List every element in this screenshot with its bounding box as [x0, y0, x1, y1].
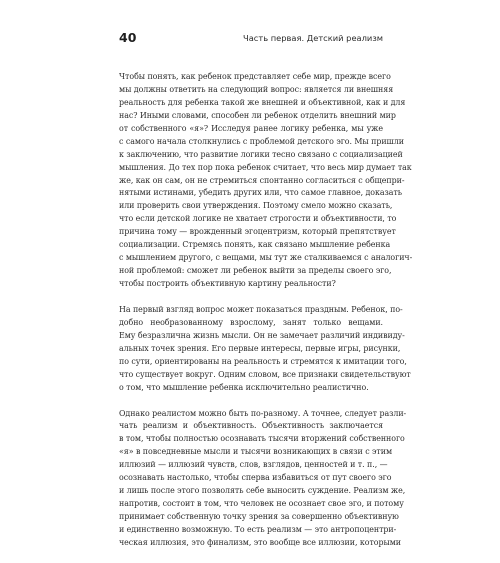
text-line: осознавать настолько, чтобы сперва избавиться от пут своего эго: [119, 473, 392, 483]
text-line: чать реализм и объективность. Объективность заключается: [119, 421, 383, 431]
text-line: что существует вокруг. Одним словом, все признаки свидетельствуют: [119, 369, 411, 379]
text-line: в том, чтобы полностью осознавать тысячи вторжений собственного: [119, 434, 405, 444]
text-line: принимает собственную точку зрения за совершенно объективную: [119, 512, 399, 521]
text-line: и единственно возможную. То есть реализм — это антропоцентри-: [119, 524, 397, 534]
text-line: мышления. До тех пор пока ребенок считает, что весь мир думает так: [119, 162, 412, 172]
paragraph: [119, 71, 413, 291]
text-line: с самого начала столкнулись с проблемой детского эго. Мы пришли: [119, 136, 404, 146]
text-line: по сути, ориентированы на реальность и стремятся к имитации того,: [119, 356, 407, 366]
text-line: реальность для ребенка такой же внешней и объективной, как и для: [119, 97, 406, 107]
paragraph: [119, 408, 407, 550]
text-line: же, как он сам, он не стремиться спонтанно согласиться с общепри-: [119, 175, 405, 185]
text-line: к заключению, что развитие логики тесно связано с социализацией: [119, 149, 403, 159]
paragraph: [119, 304, 411, 395]
text-line: причина тому — врожденный эгоцентризм, который препятствует: [119, 227, 396, 237]
text-line: ческая иллюзия, это финализм, это вообще все иллюзии, которыми: [119, 537, 402, 547]
text-line: Ему безразлична жизнь мысли. Он не замечает различий индивиду-: [119, 330, 405, 340]
text-line: или проверить свои утверждения. Поэтому смело можно сказать,: [119, 201, 393, 211]
text-line: от собственного «я»? Исследуя ранее логику ребенка, мы уже: [119, 123, 383, 133]
text-line: Чтобы понять, как ребенок представляет себе мир, прежде всего: [119, 72, 391, 81]
text-line: напротив, состоит в том, что человек не осознает свое эго, и потому: [119, 499, 404, 509]
text-line: о том, что мышление ребенка исключительно реалистично.: [119, 382, 369, 392]
text-line: альных точек зрения. Его первые интересы, первые игры, рисунки,: [119, 343, 401, 353]
text-line: с мышлением другого, с вещами, мы тут же сталкиваемся с аналогич-: [119, 253, 413, 263]
chapter-title: Часть первая. Детский реализм: [243, 33, 383, 43]
body-text: [119, 71, 413, 563]
text-line: иллюзий — иллюзий чувств, слов, взглядов, ценностей и т. п., —: [119, 460, 388, 470]
text-line: На первый взгляд вопрос может показаться праздным. Ребенок, по-: [119, 304, 403, 314]
text-line: ной проблемой: сможет ли ребенок выйти за пределы своего эго,: [119, 266, 392, 276]
text-line: социализации. Стремясь понять, как связано мышление ребенка: [119, 240, 391, 250]
text-line: и лишь после этого позволять себе выносить суждение. Реализм же,: [119, 486, 406, 496]
text-line: Однако реалистом можно быть по-разному. А точнее, следует разли-: [119, 408, 407, 418]
running-head: [119, 31, 383, 47]
text-line: мы должны ответить на следующий вопрос: является ли внешняя: [119, 84, 394, 94]
page-number: 40: [119, 30, 137, 45]
text-line: что если детской логике не хватает строгости и объективности, то: [119, 214, 397, 224]
text-line: «я» в повседневные мысли и тысячи возникающих в связи с этим: [119, 447, 393, 457]
text-line: чтобы построить объективную картину реальности?: [119, 279, 336, 288]
text-line: нас? Иными словами, способен ли ребенок отделить внешний мир: [119, 110, 396, 120]
text-line: нятыми истинами, убедить других или, что самое главное, доказать: [119, 188, 403, 198]
text-line: добно необразованному взрослому, занят только вещами.: [119, 317, 383, 327]
